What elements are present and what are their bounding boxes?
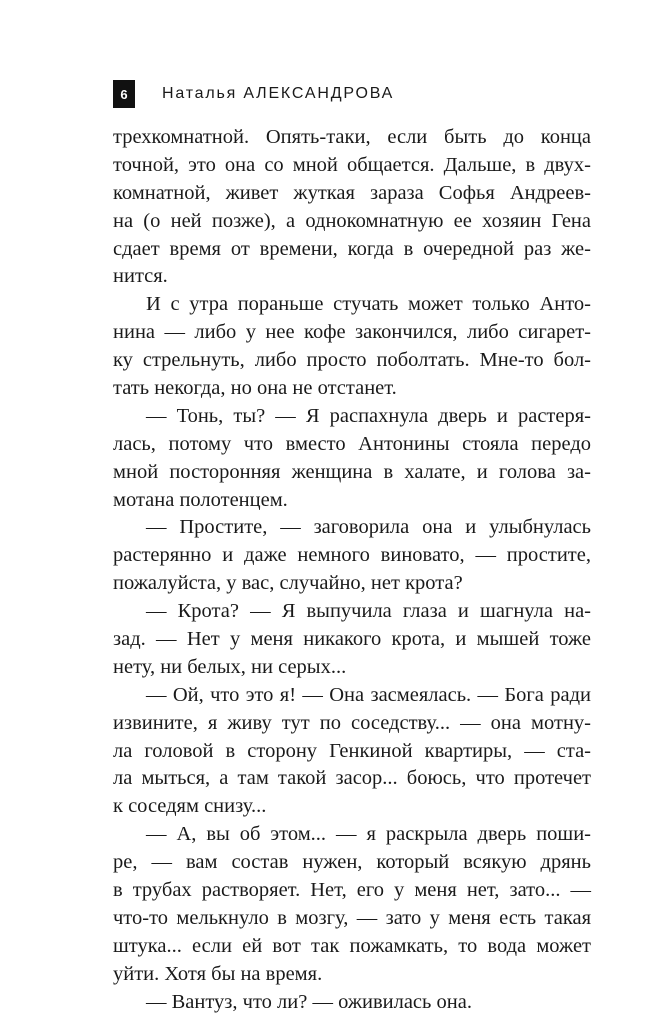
text-line: ре, — вам состав нужен, который всякую дрянь xyxy=(113,851,591,874)
text-line: пожалуйста, у вас, случайно, нет крота? xyxy=(113,572,463,595)
text-line: что-то мелькнуло в мозгу, — зато у меня есть такая xyxy=(113,906,591,929)
text-line: нету, ни белых, ни серых... xyxy=(113,655,347,678)
text-line: ку стрельнуть, либо просто поболтать. Мне-то бол- xyxy=(113,349,591,372)
text-line: — А, вы об этом... — я раскрыла дверь поши- xyxy=(146,823,591,846)
text-line: растерянно и даже немного виновато, — простите, xyxy=(113,544,591,567)
text-line: лась, потому что вместо Антонины стояла передо xyxy=(113,432,591,455)
text-line: — Простите, — заговорила она и улыбнулась xyxy=(146,516,591,539)
text-line: И с утра пораньше стучать может только Анто- xyxy=(146,293,591,316)
text-line: сдает время от времени, когда в очередной раз же- xyxy=(113,237,591,260)
text-line: нится. xyxy=(113,265,168,288)
text-line: мотана полотенцем. xyxy=(113,488,288,511)
text-line: зад. — Нет у меня никакого крота, и мышей тоже xyxy=(113,628,591,651)
text-line: точной, это она со мной общается. Дальше, в двух- xyxy=(113,153,591,176)
text-line: извините, я живу тут по соседству... — она мотну- xyxy=(113,711,591,734)
text-line: штука... если ей вот так пожамкать, то вода может xyxy=(113,934,591,957)
text-line: комнатной, живет жуткая зараза Софья Андреев- xyxy=(113,181,591,204)
text-line: ла мыться, а там такой засор... боюсь, что протечет xyxy=(113,767,591,790)
text-line: на (о ней позже), а однокомнатную ее хозяин Гена xyxy=(113,209,591,232)
body-text xyxy=(113,124,591,1017)
text-line: — Вантуз, что ли? — оживилась она. xyxy=(146,990,472,1013)
text-line: в трубах растворяет. Нет, его у меня нет, зато... — xyxy=(113,879,591,902)
page-header xyxy=(113,80,394,108)
text-line: нина — либо у нее кофе закончился, либо сигарет- xyxy=(113,321,591,344)
running-head: Наталья АЛЕКСАНДРОВА xyxy=(162,85,395,102)
text-line: — Тонь, ты? — Я распахнула дверь и растеря- xyxy=(146,404,591,427)
text-line: к соседям снизу... xyxy=(113,795,267,818)
text-line: тать некогда, но она не отстанет. xyxy=(113,377,397,400)
page-number: 6 xyxy=(113,80,135,108)
text-line: уйти. Хотя бы на время. xyxy=(113,962,323,985)
text-line: мной посторонняя женщина в халате, и голова за- xyxy=(113,460,591,483)
text-line: трехкомнатной. Опять-таки, если быть до конца xyxy=(113,126,591,148)
text-line: ла головой в сторону Генкиной квартиры, — ста- xyxy=(113,739,591,762)
text-line: — Крота? — Я выпучила глаза и шагнула на- xyxy=(146,600,591,623)
text-line: — Ой, что это я! — Она засмеялась. — Бога ради xyxy=(146,683,591,706)
